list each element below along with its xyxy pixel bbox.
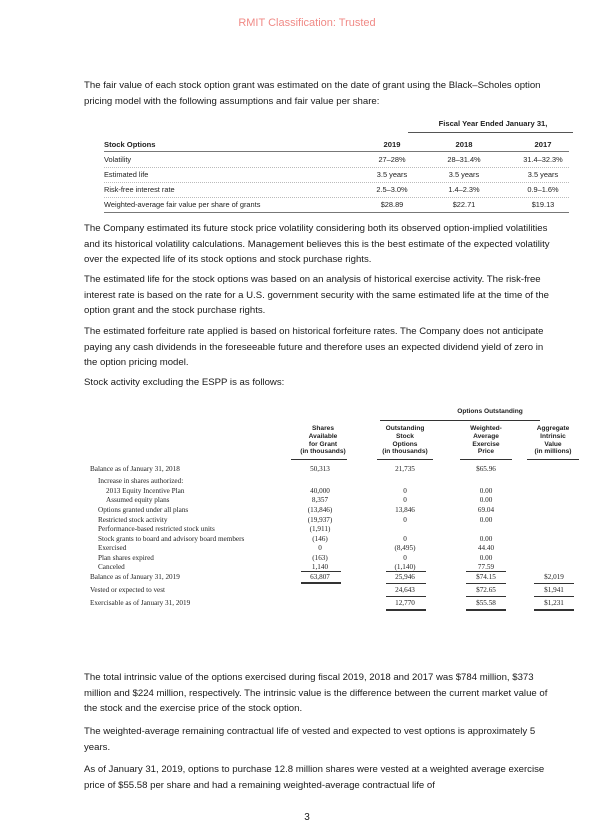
activity-row-label: Plan shares expired [98,554,154,562]
total-underline [534,583,574,584]
shares-available-header: Shares Available for Grant (in thousands) [300,425,346,456]
assumption-value: $22.71 [452,200,476,209]
fiscal-year-rule [408,132,573,133]
total-underline [301,582,341,584]
total-underline [386,596,426,597]
assumption-label: Risk-free interest rate [104,185,175,194]
activity-cell-outstanding: (1,140) [394,563,416,571]
activity-cell-price: 44.40 [477,544,495,552]
activity-cell-price: $74.15 [476,573,496,581]
total-underline [466,583,506,584]
activity-cell-intrinsic: $1,231 [544,599,564,607]
intrinsic-value-paragraph: The total intrinsic value of the options exercised during fiscal 2019, 2018 and 2017 was $784 million, $373 million and $224 million, respectively. The intrinsic value is the difference between the current market value of the stock and the exercise price of the stock option. [84,672,548,714]
activity-row-label: Assumed equity plans [106,496,170,504]
assumption-value: 1.4–2.3% [448,185,480,194]
assumption-value: 0.9–1.6% [527,185,559,194]
exercise-price-header: Weighted- Average Exercise Price [470,425,502,456]
assumption-value: $28.89 [380,200,404,209]
activity-cell-outstanding: 24,643 [395,586,415,594]
activity-cell-price: 0.00 [479,535,493,543]
activity-cell-outstanding: 0 [403,554,407,562]
activity-cell-outstanding: 21,735 [395,465,415,473]
assumption-value: $19.13 [531,200,555,209]
col-header-rule [377,459,433,460]
assumption-value: 31.4–32.3% [523,155,563,164]
activity-row-label: Exercised [98,544,127,552]
activity-row-label: Stock grants to board and advisory board members [98,535,245,543]
assumption-label: Volatility [104,155,132,164]
activity-cell-outstanding: 13,846 [395,506,415,514]
header-rule [104,151,569,152]
intro-paragraph: The fair value of each stock option grant was estimated on the date of grant using the Black–Scholes option pricing model with the following assumptions and fair value per share: [84,80,541,107]
stock-activity-intro: Stock activity excluding the ESPP is as follows: [84,377,285,388]
table-bottom-rule [104,212,569,213]
contractual-life-paragraph: The weighted-average remaining contractual life of vested and expected to vest options is approximately 5 years. [84,726,536,753]
activity-cell-price: 77.59 [477,563,495,571]
activity-cell-shares: 40,000 [310,487,330,495]
total-underline [386,609,426,611]
activity-row-label: Balance as of January 31, 2018 [90,465,180,473]
group-header-rule [380,420,540,421]
total-underline [466,596,506,597]
activity-cell-price: $65.96 [476,465,496,473]
fiscal-year-header: Fiscal Year Ended January 31, [438,119,548,128]
vested-options-paragraph: As of January 31, 2019, options to purchase 12.8 million shares were vested at a weighted average exercise price of $55.58 per share and had a remaining weighted-average contractual life of [84,764,545,791]
stock-activity-table [90,402,572,637]
activity-row-label: Canceled [98,563,125,571]
year-header-2018: 2018 [455,140,473,149]
activity-row-label: Options granted under all plans [98,506,189,514]
assumption-value: 2.5–3.0% [376,185,408,194]
outstanding-options-header: Outstanding Stock Options (in thousands) [382,425,428,456]
activity-cell-shares: 63,807 [310,573,330,581]
row-divider [104,182,569,183]
assumption-value: 3.5 years [448,170,480,179]
assumption-label: Estimated life [104,170,149,179]
activity-cell-shares: 1,140 [311,563,329,571]
activity-cell-outstanding: 0 [403,535,407,543]
assumption-value: 28–31.4% [447,155,481,164]
year-header-2017: 2017 [534,140,552,149]
activity-cell-shares: 0 [318,544,322,552]
row-divider [104,167,569,168]
activity-cell-shares: 8,357 [311,496,329,504]
total-underline [386,571,426,572]
assumption-value: 27–28% [378,155,406,164]
activity-cell-price: 0.00 [479,487,493,495]
total-underline [534,596,574,597]
activity-row-label: 2013 Equity Incentive Plan [106,487,185,495]
assumption-value: 3.5 years [527,170,559,179]
total-underline [386,583,426,584]
activity-cell-outstanding: 0 [403,516,407,524]
total-underline [466,571,506,572]
stock-options-header: Stock Options [104,140,156,149]
activity-row-label: Balance as of January 31, 2019 [90,573,180,581]
estimated-life-paragraph: The estimated life for the stock options was based on an analysis of historical exercise activity. The risk-free interest rate is based on the rate for a U.S. government security with the same estimated life at the time of the option grant and the stock purchase rights. [84,274,549,316]
activity-row-label: Vested or expected to vest [90,586,166,594]
activity-cell-shares: (19,937) [307,516,333,524]
assumption-value: 3.5 years [376,170,408,179]
page-number: 3 [304,812,310,823]
activity-cell-outstanding: 0 [403,496,407,504]
activity-cell-shares: (13,846) [307,506,333,514]
col-header-rule [527,459,579,460]
activity-cell-shares: (163) [312,554,328,562]
activity-cell-outstanding: 12,770 [395,599,415,607]
options-outstanding-header: Options Outstanding [457,408,523,415]
total-underline [466,609,506,611]
activity-row-label: Performance-based restricted stock units [98,525,215,533]
activity-row-label: Restricted stock activity [98,516,168,524]
total-underline [534,609,574,611]
activity-cell-outstanding: 25,946 [395,573,415,581]
activity-cell-shares: (146) [312,535,328,543]
total-underline [301,571,341,572]
activity-cell-intrinsic: $1,941 [544,586,564,594]
activity-cell-outstanding: 0 [403,487,407,495]
row-divider [104,197,569,198]
activity-cell-shares: 50,313 [310,465,330,473]
volatility-paragraph: The Company estimated its future stock price volatility considering both its observed option-implied volatilities and its historical volatility calculations. Management believes this is the best estimate of the expected volatility over the expected life of its stock options and stock purchase rights. [84,223,550,265]
col-header-rule [291,459,347,460]
activity-cell-shares: (1,911) [309,525,331,533]
assumption-label: Weighted-average fair value per share of grants [104,200,261,209]
activity-cell-price: 0.00 [479,496,493,504]
intrinsic-value-header: Aggregate Intrinsic Value (in millions) [534,425,572,456]
activity-cell-price: $72.65 [476,586,496,594]
forfeiture-paragraph: The estimated forfeiture rate applied is based on historical forfeiture rates. The Company does not anticipate paying any cash dividends in the foreseeable future and therefore uses an expected dividend yield of zero in the option pricing model. [84,326,544,368]
activity-cell-outstanding: (8,495) [394,544,416,552]
activity-cell-price: 69.04 [477,506,495,514]
activity-row-label: Increase in shares authorized: [98,477,184,485]
activity-row-label: Exercisable as of January 31, 2019 [90,599,191,607]
year-header-2019: 2019 [383,140,401,149]
activity-cell-price: 0.00 [479,554,493,562]
activity-cell-price: $55.58 [476,599,496,607]
activity-cell-price: 0.00 [479,516,493,524]
classification-label: RMIT Classification: Trusted [238,17,376,29]
col-header-rule [460,459,512,460]
activity-cell-intrinsic: $2,019 [544,573,564,581]
